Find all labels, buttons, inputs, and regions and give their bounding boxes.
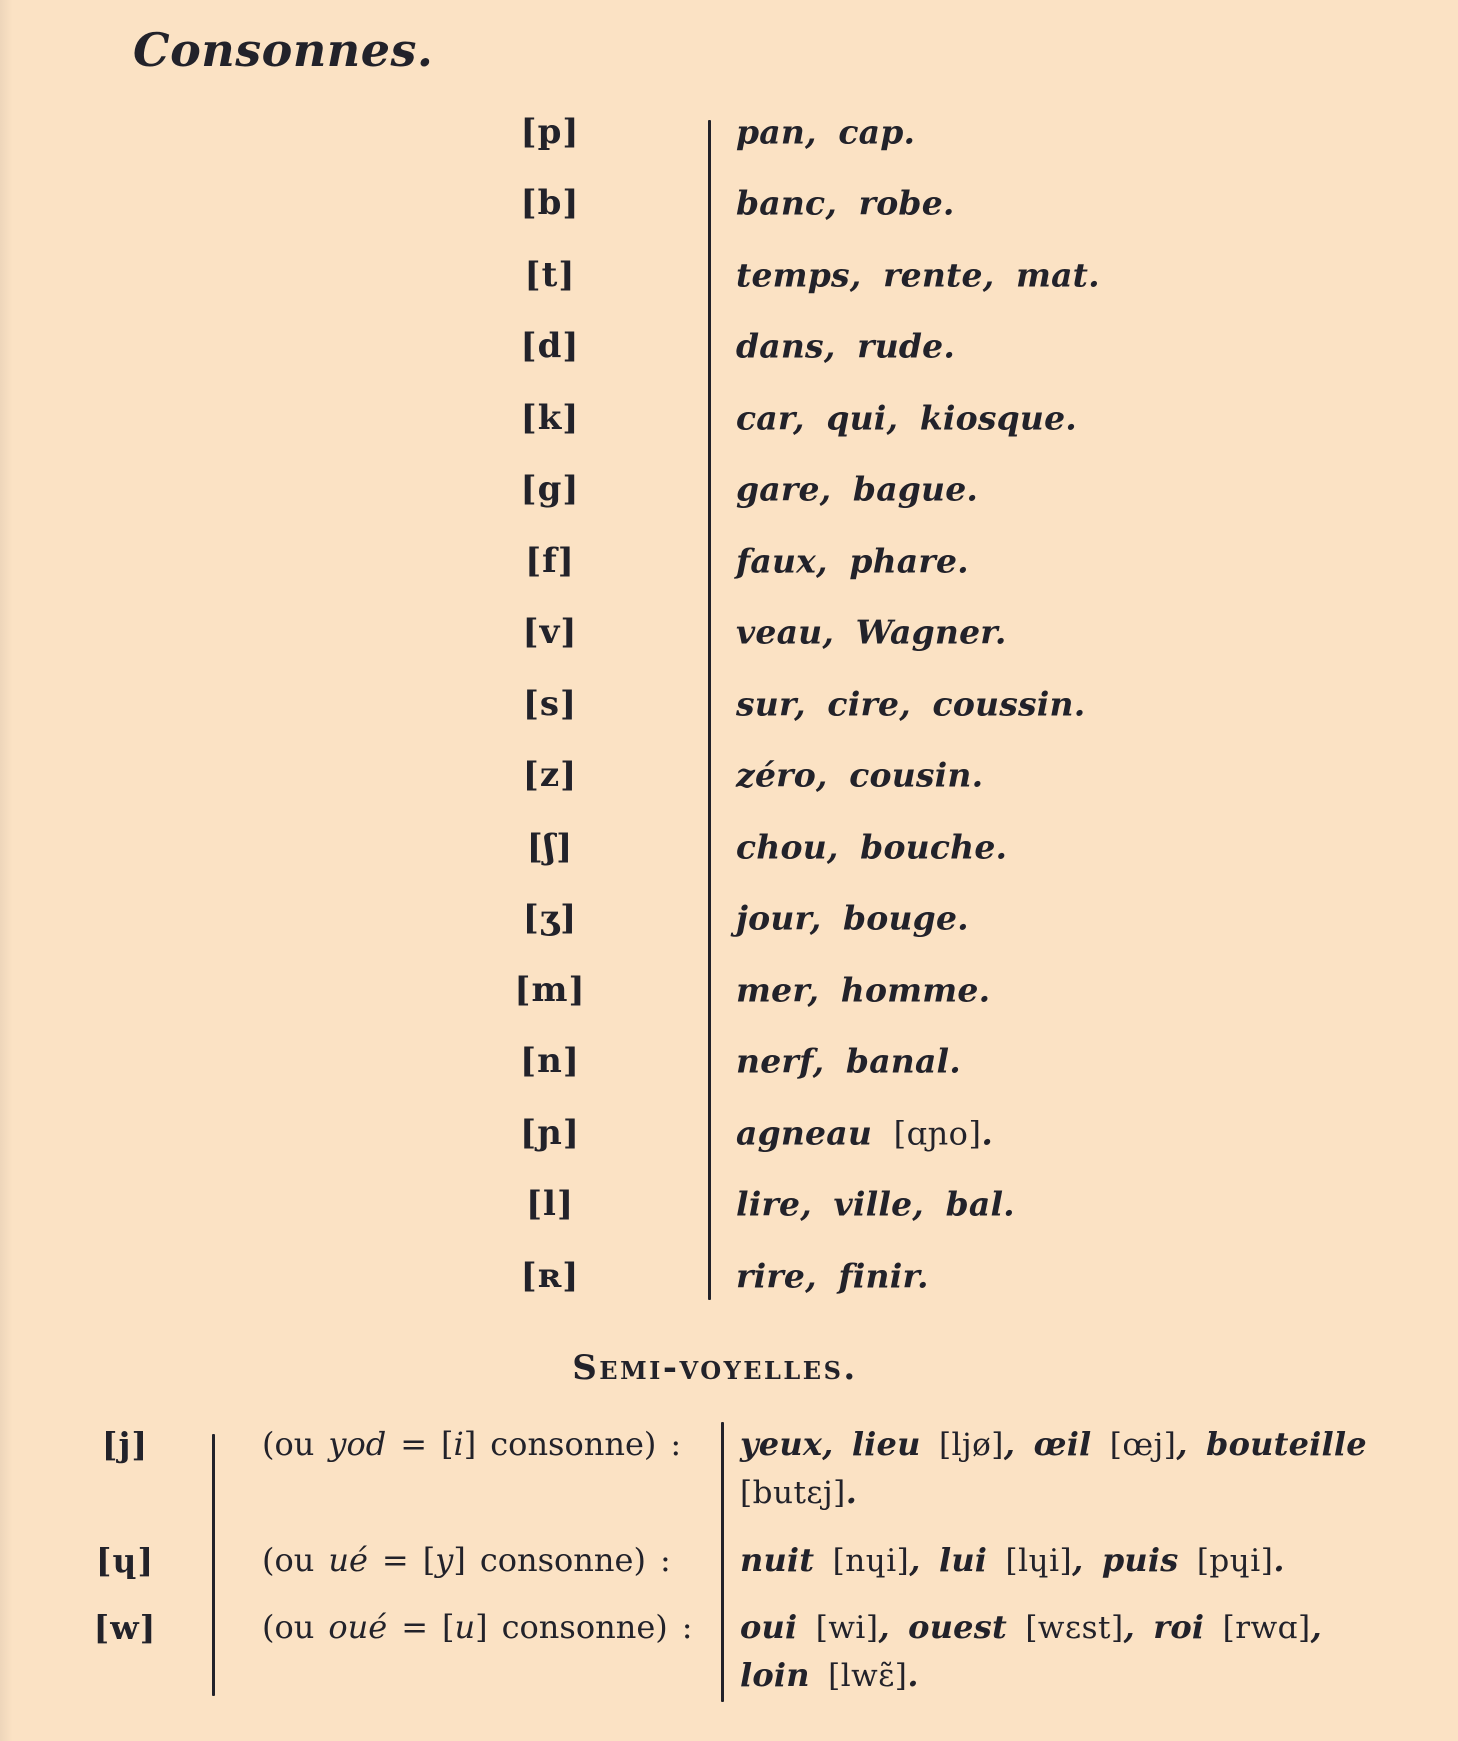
ipa-symbol: [s] [522, 683, 578, 724]
text-segment: nerf, banal. [736, 1041, 961, 1081]
example-words [736, 112, 915, 151]
example-words [736, 541, 969, 580]
phonetic-transcription: [ljø] [938, 1427, 1004, 1463]
text-segment: , puis [1072, 1541, 1197, 1579]
example-words [736, 398, 1077, 437]
text-segment: . [981, 1113, 994, 1153]
example-words [736, 827, 1007, 866]
text-segment: , [1310, 1608, 1322, 1646]
phonetic-transcription: [rwɑ] [1222, 1610, 1311, 1646]
consonant-row [0, 383, 1458, 455]
consonant-row [0, 312, 1458, 384]
phonetic-transcription: [wi] [815, 1610, 879, 1646]
ipa-symbol: [g] [520, 469, 580, 510]
consonant-row [0, 1098, 1458, 1170]
gloss-text [262, 1537, 671, 1584]
consonant-row [0, 955, 1458, 1027]
ipa-symbol: [n] [520, 1041, 580, 1082]
example-words [740, 1537, 1450, 1585]
ipa-symbol: [k] [520, 397, 580, 438]
ipa-symbol: [b] [520, 183, 580, 224]
consonant-row [0, 884, 1458, 956]
text-segment: . [845, 1473, 858, 1511]
ipa-symbol: [ɥ] [95, 1541, 155, 1580]
example-words [736, 1113, 993, 1152]
text-segment: temps, rente, mat. [736, 255, 1100, 295]
text-segment: (ou [262, 1608, 329, 1646]
phonetic-transcription: [wɛst] [1025, 1610, 1124, 1646]
text-segment: yeux, lieu [740, 1425, 939, 1463]
page-title: Consonnes. [133, 23, 434, 77]
ipa-symbol: [w] [93, 1608, 157, 1647]
text-segment: . [1273, 1541, 1285, 1579]
text-segment: car, qui, kiosque. [736, 398, 1077, 438]
consonant-row [0, 1027, 1458, 1099]
text-segment: ué [328, 1541, 368, 1579]
ipa-symbol: [l] [525, 1184, 575, 1225]
example-words [736, 1256, 929, 1295]
consonant-row [0, 1241, 1458, 1313]
consonant-row [0, 169, 1458, 241]
text-segment: ] consonne) : [475, 1608, 693, 1646]
text-segment: yod [328, 1425, 387, 1463]
text-segment: y [435, 1541, 454, 1579]
text-segment: rire, finir. [736, 1256, 929, 1296]
gloss-text [262, 1421, 681, 1468]
phonetic-transcription: [nɥi] [832, 1543, 910, 1579]
text-segment: faux, phare. [736, 541, 969, 581]
consonant-row [0, 455, 1458, 527]
semivowels-right-divider-line [721, 1422, 724, 1702]
text-segment: mer, homme. [736, 970, 991, 1010]
text-segment: (ou [262, 1425, 329, 1463]
text-segment: ] consonne) : [463, 1425, 682, 1463]
example-words [736, 970, 990, 1009]
example-words [736, 255, 1100, 294]
consonant-row [0, 97, 1458, 169]
text-segment: loin [740, 1656, 829, 1694]
ipa-symbol: [d] [520, 326, 580, 367]
phonetic-transcription: [ɑɲo] [893, 1114, 982, 1153]
phonetic-transcription: [lɥi] [1005, 1543, 1073, 1579]
gloss-text [262, 1604, 693, 1651]
ipa-symbol: [f] [525, 540, 575, 581]
text-segment: u [454, 1608, 476, 1646]
consonant-row [0, 741, 1458, 813]
text-segment: ] consonne) : [453, 1541, 671, 1579]
text-segment: chou, bouche. [736, 827, 1008, 867]
ipa-symbol: [ʒ] [522, 898, 578, 939]
ipa-symbol: [ʃ] [526, 826, 574, 867]
consonant-row [0, 812, 1458, 884]
text-segment: pan, cap. [736, 112, 916, 152]
text-segment: (ou [262, 1541, 329, 1579]
consonant-row [0, 1170, 1458, 1242]
example-words [740, 1421, 1450, 1517]
consonant-row [0, 240, 1458, 312]
example-words [736, 899, 969, 938]
example-words [736, 1042, 961, 1081]
example-words [736, 684, 1085, 723]
phonetic-transcription: [lwɛ̃] [828, 1658, 908, 1694]
text-segment: i [453, 1425, 464, 1463]
text-segment: , lui [909, 1541, 1006, 1579]
text-segment: lire, ville, bal. [736, 1184, 1015, 1224]
text-segment: = [ [367, 1541, 436, 1579]
example-words [736, 327, 955, 366]
text-segment: zéro, cousin. [736, 755, 984, 795]
ipa-symbol: [p] [520, 111, 580, 152]
ipa-symbol: [t] [524, 254, 576, 295]
ipa-symbol: [ɲ] [520, 1112, 580, 1153]
example-words [736, 184, 955, 223]
phonetic-transcription: [œj] [1109, 1427, 1177, 1463]
text-segment: , roi [1123, 1608, 1223, 1646]
text-segment: = [ [387, 1608, 455, 1646]
example-words [736, 613, 1007, 652]
example-words [736, 1185, 1015, 1224]
example-words [736, 470, 978, 509]
semivowels-left-divider-line [212, 1434, 215, 1696]
ipa-symbol: [z] [522, 755, 578, 796]
example-words [736, 756, 983, 795]
phonetic-transcription: [pɥi] [1196, 1543, 1274, 1579]
ipa-symbol: [m] [514, 969, 586, 1010]
ipa-symbol: [j] [101, 1425, 149, 1464]
text-segment: agneau [736, 1113, 894, 1153]
text-segment: oui [740, 1608, 816, 1646]
consonants-table [0, 97, 1458, 1313]
consonant-row [0, 526, 1458, 598]
semivowels-heading: Semi-voyelles. [572, 1348, 858, 1388]
ipa-symbol: [v] [522, 612, 578, 653]
text-segment: , ouest [878, 1608, 1026, 1646]
text-segment: nuit [740, 1541, 833, 1579]
text-segment: , bouteille [1176, 1425, 1367, 1463]
text-segment: . [907, 1656, 919, 1694]
text-segment: jour, bouge. [736, 898, 969, 938]
ipa-symbol: [ʀ] [520, 1255, 580, 1296]
text-segment: oué [328, 1608, 388, 1646]
text-segment: , œil [1003, 1425, 1110, 1463]
consonant-row [0, 669, 1458, 741]
text-segment: veau, Wagner. [736, 612, 1007, 652]
text-segment: gare, bague. [736, 469, 979, 509]
text-segment: sur, cire, coussin. [736, 684, 1086, 724]
text-segment: dans, rude. [736, 326, 956, 366]
example-words [740, 1604, 1450, 1700]
text-segment: = [ [386, 1425, 454, 1463]
phonetic-transcription: [butɛj] [740, 1475, 846, 1511]
text-segment: banc, robe. [736, 183, 955, 223]
consonant-row [0, 598, 1458, 670]
